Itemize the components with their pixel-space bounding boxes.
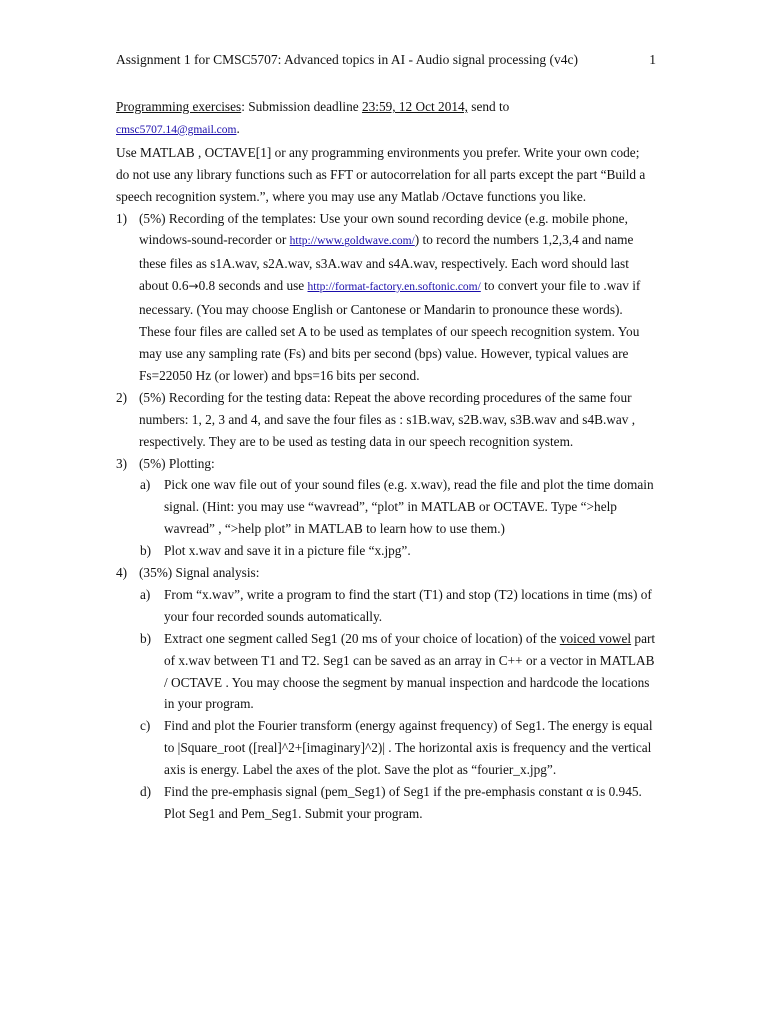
item-number: 3) xyxy=(116,455,128,471)
item-4b-text-b: part of x.wav between T1 and T2. Seg1 can be saved as an array in C++ or a vector in MATLAB / OCTAVE . You may choose the segment by manual inspection and hardcode the locations in your program. xyxy=(164,630,656,712)
item-4 xyxy=(116,562,656,584)
item-1-text-a: (5%) Recording of the templates: Use your own sound recording device (e.g. mobile phone, windows-sound-recorder or xyxy=(139,210,628,248)
send-to-text: send to xyxy=(467,99,510,114)
item-1-text-c: 0.8 seconds and use xyxy=(198,278,308,294)
item-4d xyxy=(116,781,656,825)
deadline-date: 23:59, 12 Oct 2014, xyxy=(361,99,468,114)
item-1-text-d: to convert your file to .wav if necessary. (You may choose English or Cantonese or Mandarin to pronounce these words). These four files are called set A to be used as templates of our speech recognition system. You may use any sampling rate (Fs) and bits per second (bps) value. However, typical values are Fs=22050 Hz (or lower) and bps=16 bits per second. xyxy=(139,278,641,383)
item-4d-text: Find the pre-emphasis signal (pem_Seg1) of Seg1 if the pre-emphasis constant α is 0.945. Plot Seg1 and Pem_Seg1. Submit your program. xyxy=(164,784,642,821)
subitem-number: d) xyxy=(140,784,152,800)
programming-exercises-label: Programming exercises xyxy=(116,99,242,114)
item-4a-text: From “x.wav”, write a program to find the start (T1) and stop (T2) locations in time (ms) of your four recorded sounds automatically. xyxy=(164,586,652,624)
item-3-text: (5%) Plotting: xyxy=(139,455,215,471)
item-4c xyxy=(116,715,656,781)
intro-paragraph: Use MATLAB , OCTAVE[1] or any programming environments you prefer. Write your own code; do not use any library functions such as FFT or autocorrelation for all parts except the part “Build a speech recognition system.”, where you may use any Matlab /Octave functions you like. xyxy=(116,144,646,204)
subitem-number: b) xyxy=(140,630,152,646)
arrow-icon: → xyxy=(188,279,199,294)
email-period: . xyxy=(236,120,240,136)
document-body xyxy=(116,96,656,825)
item-3a xyxy=(116,474,656,540)
item-1-text-b: ) to record the numbers 1,2,3,4 and name these files as s1A.wav, s2A.wav, s3A.wav and s4A.wav, respectively. Each word should last about 0.6 xyxy=(139,232,634,294)
goldwave-link[interactable]: http://www.goldwave.com/ xyxy=(289,235,415,248)
subitem-number: b) xyxy=(140,543,152,559)
voiced-vowel-text: voiced vowel xyxy=(559,630,632,646)
subitem-number: c) xyxy=(140,718,151,734)
item-2 xyxy=(116,387,656,453)
item-4a xyxy=(116,584,656,628)
item-1 xyxy=(116,208,656,387)
item-3b-text: Plot x.wav and save it in a picture file “x.jpg”. xyxy=(164,543,411,559)
format-factory-link[interactable]: http://format-factory.en.softonic.com/ xyxy=(307,281,481,294)
page-number: 1 xyxy=(649,52,656,67)
subitem-number: a) xyxy=(140,477,151,493)
subitem-number: a) xyxy=(140,586,151,602)
item-4-text: (35%) Signal analysis: xyxy=(139,565,260,581)
item-number: 4) xyxy=(116,565,128,581)
item-3a-text: Pick one wav file out of your sound files (e.g. x.wav), read the file and plot the time domain signal. (Hint: you may use “wavread”, “plot” in MATLAB or OCTAVE. Type “>help wavread” , “>help plot” in MATLAB to learn how to use them.) xyxy=(164,477,654,537)
item-2-text: (5%) Recording for the testing data: Repeat the above recording procedures of the same four numbers: 1, 2, 3 and 4, and save the four files as : s1B.wav, s2B.wav, s3B.wav and s4B.wav , respectively. They are to be used as testing data in our speech recognition system. xyxy=(139,389,636,449)
item-3b xyxy=(116,540,656,562)
item-4c-text: Find and plot the Fourier transform (energy against frequency) of Seg1. The energy is equal to |Square_root ([real]^2+[imaginary]^2)| . The horizontal axis is frequency and the vertical axis is energy. Label the axes of the plot. Save the plot as “fourier_x.jpg”. xyxy=(164,718,653,778)
item-number: 2) xyxy=(116,389,128,405)
email-line xyxy=(116,118,656,142)
email-link[interactable]: cmsc5707.14@gmail.com xyxy=(116,123,237,136)
header-title: Assignment 1 for CMSC5707: Advanced topics in AI - Audio signal processing (v4c) xyxy=(116,52,578,67)
intro-deadline-line xyxy=(116,96,656,118)
item-4b-text-a: Extract one segment called Seg1 (20 ms of your choice of location) of the xyxy=(164,630,560,646)
deadline-prefix: : Submission deadline xyxy=(241,99,362,114)
item-3 xyxy=(116,453,656,475)
item-4b xyxy=(116,628,656,716)
item-number: 1) xyxy=(116,210,128,226)
page-header xyxy=(116,51,656,69)
